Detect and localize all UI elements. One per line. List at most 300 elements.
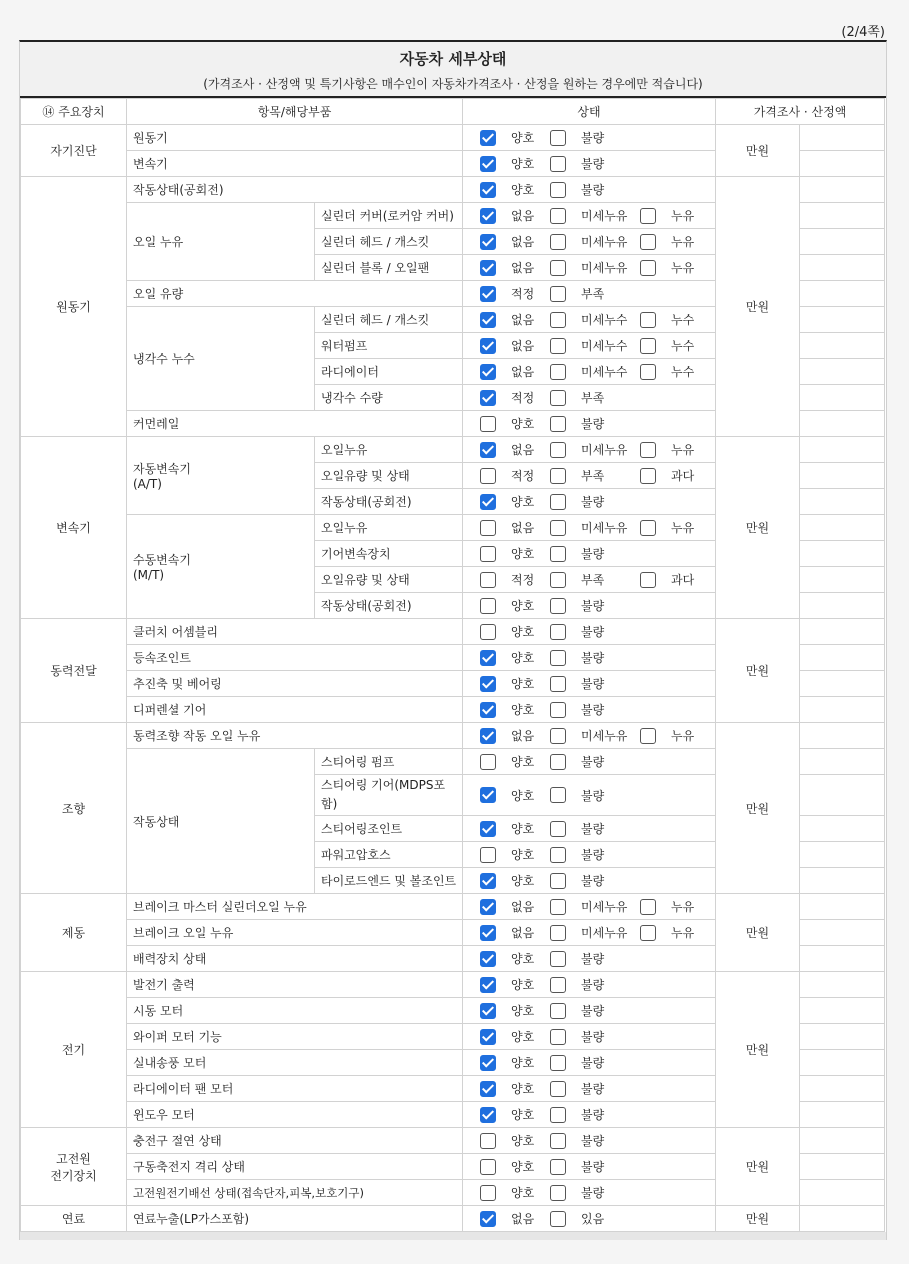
checked-checkbox-icon[interactable]: [480, 728, 496, 744]
checked-checkbox-icon[interactable]: [480, 1107, 496, 1123]
status-option[interactable]: [550, 233, 640, 250]
status-option[interactable]: [550, 467, 640, 484]
price-note-cell[interactable]: [800, 723, 885, 749]
checked-checkbox-icon[interactable]: [480, 182, 496, 198]
checkbox-icon[interactable]: [550, 442, 566, 458]
price-note-cell[interactable]: [800, 125, 885, 151]
option-label: 미세누유: [581, 521, 628, 535]
col-header-price: 가격조사 · 산정액: [716, 99, 885, 125]
sub-item-cell: 오일유량 및 상태: [315, 463, 463, 489]
checkbox-icon[interactable]: [550, 468, 566, 484]
status-option[interactable]: [480, 1132, 550, 1149]
status-option[interactable]: [550, 1002, 620, 1019]
status-option[interactable]: [550, 337, 640, 354]
status-option[interactable]: [480, 727, 550, 744]
status-option[interactable]: [480, 337, 550, 354]
checked-checkbox-icon[interactable]: [480, 234, 496, 250]
checked-checkbox-icon[interactable]: [480, 442, 496, 458]
status-option[interactable]: [550, 597, 620, 614]
checked-checkbox-icon[interactable]: [480, 208, 496, 224]
price-note-cell[interactable]: [800, 946, 885, 972]
checkbox-icon[interactable]: [480, 598, 496, 614]
checkbox-icon[interactable]: [550, 754, 566, 770]
checkbox-icon[interactable]: [550, 728, 566, 744]
checkbox-icon[interactable]: [550, 182, 566, 198]
price-note-cell[interactable]: [800, 567, 885, 593]
status-option[interactable]: [550, 1080, 620, 1097]
status-option[interactable]: [480, 753, 550, 770]
price-note-cell[interactable]: [800, 645, 885, 671]
status-option[interactable]: [550, 207, 640, 224]
status-option[interactable]: [480, 675, 550, 692]
status-option[interactable]: [550, 701, 620, 718]
status-options: [463, 207, 715, 224]
checkbox-icon[interactable]: [640, 208, 656, 224]
option-label: 불량: [581, 978, 605, 992]
checkbox-icon[interactable]: [550, 572, 566, 588]
checkbox-icon[interactable]: [480, 468, 496, 484]
price-note-cell[interactable]: [800, 1206, 885, 1232]
price-note-cell[interactable]: [800, 177, 885, 203]
price-note-cell[interactable]: [800, 437, 885, 463]
price-note-cell[interactable]: [800, 255, 885, 281]
checkbox-icon[interactable]: [480, 416, 496, 432]
checkbox-icon[interactable]: [550, 312, 566, 328]
status-option[interactable]: [550, 675, 620, 692]
checked-checkbox-icon[interactable]: [480, 1003, 496, 1019]
checkbox-icon[interactable]: [550, 702, 566, 718]
checkbox-icon[interactable]: [640, 442, 656, 458]
status-option[interactable]: [480, 389, 550, 406]
checkbox-icon[interactable]: [550, 338, 566, 354]
status-option[interactable]: [480, 1028, 550, 1045]
checkbox-icon[interactable]: [550, 787, 566, 803]
status-options: [463, 155, 715, 172]
checkbox-icon[interactable]: [550, 873, 566, 889]
status-option[interactable]: [480, 129, 550, 146]
status-option[interactable]: [640, 363, 710, 380]
checked-checkbox-icon[interactable]: [480, 260, 496, 276]
item-cell: 구동축전지 격리 상태: [127, 1154, 463, 1180]
checkbox-icon[interactable]: [640, 899, 656, 915]
status-option[interactable]: [640, 519, 710, 536]
status-option[interactable]: [640, 311, 710, 328]
option-label: 불량: [581, 495, 605, 509]
status-option[interactable]: [550, 259, 640, 276]
status-options: [463, 846, 715, 863]
status-option[interactable]: [480, 441, 550, 458]
checkbox-icon[interactable]: [550, 390, 566, 406]
status-option[interactable]: [480, 363, 550, 380]
status-option[interactable]: [480, 1158, 550, 1175]
price-note-cell[interactable]: [800, 489, 885, 515]
status-options: [463, 129, 715, 146]
checked-checkbox-icon[interactable]: [480, 925, 496, 941]
status-option[interactable]: [480, 1106, 550, 1123]
status-option[interactable]: [480, 787, 550, 804]
sub-item-cell: 작동상태(공회전): [315, 489, 463, 515]
group-cell: 전기: [21, 972, 127, 1128]
option-label: 양호: [511, 157, 535, 171]
status-option[interactable]: [550, 1132, 620, 1149]
status-option[interactable]: [640, 727, 710, 744]
checkbox-icon[interactable]: [550, 520, 566, 536]
price-note-cell[interactable]: [800, 281, 885, 307]
checkbox-icon[interactable]: [480, 520, 496, 536]
option-label: 양호: [511, 131, 535, 145]
group-cell: 제동: [21, 894, 127, 972]
item-cell: 오일 누유: [127, 203, 315, 281]
price-note-cell[interactable]: [800, 894, 885, 920]
option-label: 양호: [511, 755, 535, 769]
status-option[interactable]: [550, 389, 620, 406]
status-option[interactable]: [480, 1080, 550, 1097]
status-option[interactable]: [480, 519, 550, 536]
checked-checkbox-icon[interactable]: [480, 873, 496, 889]
status-option[interactable]: [550, 181, 620, 198]
status-option[interactable]: [480, 545, 550, 562]
checkbox-icon[interactable]: [550, 1133, 566, 1149]
status-option[interactable]: [550, 441, 640, 458]
checkbox-icon[interactable]: [550, 208, 566, 224]
checkbox-icon[interactable]: [640, 234, 656, 250]
checkbox-icon[interactable]: [480, 754, 496, 770]
checkbox-icon[interactable]: [480, 624, 496, 640]
checkbox-icon[interactable]: [550, 951, 566, 967]
option-label: 미세누유: [581, 926, 628, 940]
status-option[interactable]: [480, 623, 550, 640]
price-note-cell[interactable]: [800, 463, 885, 489]
checkbox-icon[interactable]: [550, 1185, 566, 1201]
checkbox-icon[interactable]: [550, 1029, 566, 1045]
status-option[interactable]: [550, 1184, 620, 1201]
status-option[interactable]: [640, 337, 710, 354]
checkbox-icon[interactable]: [550, 364, 566, 380]
status-option[interactable]: [550, 1210, 620, 1227]
status-options: [463, 181, 715, 198]
status-option[interactable]: [550, 415, 620, 432]
item-cell: 브레이크 마스터 실린더오일 누유: [127, 894, 463, 920]
status-option[interactable]: [550, 787, 620, 804]
status-option[interactable]: [550, 519, 640, 536]
status-cell: [463, 177, 716, 203]
status-cell: [463, 775, 716, 816]
option-label: 불량: [581, 755, 605, 769]
status-options: [463, 311, 715, 328]
checkbox-icon[interactable]: [550, 624, 566, 640]
checkbox-icon[interactable]: [550, 1003, 566, 1019]
status-option[interactable]: [480, 415, 550, 432]
item-cell: 충전구 절연 상태: [127, 1128, 463, 1154]
option-label: 양호: [511, 788, 535, 803]
sub-item-cell: 타이로드엔드 및 볼조인트: [315, 868, 463, 894]
checkbox-icon[interactable]: [480, 1133, 496, 1149]
price-note-cell[interactable]: [800, 1154, 885, 1180]
option-label: 불량: [581, 1056, 605, 1070]
status-option[interactable]: [480, 207, 550, 224]
status-option[interactable]: [480, 571, 550, 588]
checked-checkbox-icon[interactable]: [480, 1081, 496, 1097]
checkbox-icon[interactable]: [550, 1211, 566, 1227]
status-option[interactable]: [480, 259, 550, 276]
checkbox-icon[interactable]: [550, 977, 566, 993]
status-option[interactable]: [480, 950, 550, 967]
checked-checkbox-icon[interactable]: [480, 951, 496, 967]
status-option[interactable]: [550, 898, 640, 915]
status-option[interactable]: [550, 649, 620, 666]
option-label: 양호: [511, 952, 535, 966]
price-note-cell[interactable]: [800, 775, 885, 816]
checked-checkbox-icon[interactable]: [480, 390, 496, 406]
option-label: 불량: [581, 788, 605, 803]
status-option[interactable]: [640, 233, 710, 250]
status-cell: [463, 671, 716, 697]
checkbox-icon[interactable]: [640, 925, 656, 941]
table-row: [21, 619, 885, 645]
checkbox-icon[interactable]: [550, 416, 566, 432]
checkbox-icon[interactable]: [550, 1081, 566, 1097]
status-option[interactable]: [640, 467, 710, 484]
price-note-cell[interactable]: [800, 1102, 885, 1128]
status-option[interactable]: [640, 924, 710, 941]
group-cell: 변속기: [21, 437, 127, 619]
status-option[interactable]: [480, 285, 550, 302]
price-note-cell[interactable]: [800, 619, 885, 645]
status-cell: [463, 567, 716, 593]
price-note-cell[interactable]: [800, 541, 885, 567]
checkbox-icon[interactable]: [550, 546, 566, 562]
status-option[interactable]: [550, 1106, 620, 1123]
status-option[interactable]: [550, 976, 620, 993]
option-label: 적정: [511, 573, 535, 587]
checked-checkbox-icon[interactable]: [480, 312, 496, 328]
checked-checkbox-icon[interactable]: [480, 494, 496, 510]
status-option[interactable]: [550, 285, 620, 302]
status-cell: [463, 842, 716, 868]
checked-checkbox-icon[interactable]: [480, 1211, 496, 1227]
price-note-cell[interactable]: [800, 998, 885, 1024]
status-option[interactable]: [550, 545, 620, 562]
sub-item-cell: 실린더 커버(로커암 커버): [315, 203, 463, 229]
form-header: [20, 42, 886, 98]
status-cell: [463, 385, 716, 411]
option-label: 없음: [511, 521, 535, 535]
checkbox-icon[interactable]: [550, 899, 566, 915]
option-label: 부족: [581, 391, 605, 405]
status-option[interactable]: [550, 129, 620, 146]
price-note-cell[interactable]: [800, 333, 885, 359]
group-cell: 연료: [21, 1206, 127, 1232]
status-option[interactable]: [480, 467, 550, 484]
checkbox-icon[interactable]: [550, 847, 566, 863]
status-option[interactable]: [640, 259, 710, 276]
checkbox-icon[interactable]: [640, 338, 656, 354]
checkbox-icon[interactable]: [480, 546, 496, 562]
status-option[interactable]: [550, 753, 620, 770]
checkbox-icon[interactable]: [480, 847, 496, 863]
price-note-cell[interactable]: [800, 515, 885, 541]
status-option[interactable]: [550, 727, 640, 744]
checkbox-icon[interactable]: [550, 234, 566, 250]
price-unit-cell: 만원: [716, 1206, 800, 1232]
price-note-cell[interactable]: [800, 385, 885, 411]
checked-checkbox-icon[interactable]: [480, 702, 496, 718]
table-row: [21, 1206, 885, 1232]
status-option[interactable]: [550, 846, 620, 863]
price-note-cell[interactable]: [800, 697, 885, 723]
checked-checkbox-icon[interactable]: [480, 977, 496, 993]
status-option[interactable]: [550, 155, 620, 172]
checkbox-icon[interactable]: [480, 1185, 496, 1201]
checkbox-icon[interactable]: [640, 364, 656, 380]
checkbox-icon[interactable]: [550, 260, 566, 276]
status-options: [463, 389, 715, 406]
price-note-cell[interactable]: [800, 229, 885, 255]
option-label: 부족: [581, 287, 605, 301]
price-note-cell[interactable]: [800, 842, 885, 868]
status-option[interactable]: [550, 363, 640, 380]
price-note-cell[interactable]: [800, 203, 885, 229]
status-option[interactable]: [480, 924, 550, 941]
price-unit-cell: 만원: [716, 1128, 800, 1206]
status-options: [463, 924, 715, 941]
status-option[interactable]: [480, 493, 550, 510]
checked-checkbox-icon[interactable]: [480, 1055, 496, 1071]
checked-checkbox-icon[interactable]: [480, 338, 496, 354]
price-note-cell[interactable]: [800, 816, 885, 842]
status-option[interactable]: [550, 493, 620, 510]
checkbox-icon[interactable]: [640, 260, 656, 276]
status-option[interactable]: [550, 872, 620, 889]
checkbox-icon[interactable]: [640, 520, 656, 536]
checkbox-icon[interactable]: [640, 312, 656, 328]
status-cell: [463, 255, 716, 281]
status-options: [463, 872, 715, 889]
price-note-cell[interactable]: [800, 1180, 885, 1206]
checkbox-icon[interactable]: [640, 728, 656, 744]
checked-checkbox-icon[interactable]: [480, 899, 496, 915]
item-cell: 수동변속기 (M/T): [127, 515, 315, 619]
checkbox-icon[interactable]: [550, 130, 566, 146]
status-option[interactable]: [550, 571, 640, 588]
price-note-cell[interactable]: [800, 972, 885, 998]
checkbox-icon[interactable]: [550, 1159, 566, 1175]
status-options: [463, 259, 715, 276]
status-option[interactable]: [480, 597, 550, 614]
price-note-cell[interactable]: [800, 359, 885, 385]
status-option[interactable]: [480, 649, 550, 666]
checked-checkbox-icon[interactable]: [480, 676, 496, 692]
status-option[interactable]: [480, 1210, 550, 1227]
price-note-cell[interactable]: [800, 1128, 885, 1154]
status-option[interactable]: [550, 924, 640, 941]
checkbox-icon[interactable]: [480, 572, 496, 588]
checkbox-icon[interactable]: [550, 286, 566, 302]
status-option[interactable]: [640, 441, 710, 458]
status-cell: [463, 307, 716, 333]
status-option[interactable]: [480, 1184, 550, 1201]
checkbox-icon[interactable]: [550, 598, 566, 614]
price-note-cell[interactable]: [800, 1050, 885, 1076]
status-option[interactable]: [550, 1054, 620, 1071]
price-note-cell[interactable]: [800, 749, 885, 775]
table-row: [21, 972, 885, 998]
checked-checkbox-icon[interactable]: [480, 286, 496, 302]
status-option[interactable]: [640, 898, 710, 915]
status-option[interactable]: [480, 872, 550, 889]
checkbox-icon[interactable]: [550, 1055, 566, 1071]
price-note-cell[interactable]: [800, 868, 885, 894]
item-cell: 고전원전기배선 상태(접속단자,피복,보호기구): [127, 1180, 463, 1206]
status-option[interactable]: [480, 233, 550, 250]
checked-checkbox-icon[interactable]: [480, 821, 496, 837]
status-option[interactable]: [480, 155, 550, 172]
status-options: [463, 597, 715, 614]
status-option[interactable]: [480, 181, 550, 198]
status-option[interactable]: [480, 846, 550, 863]
checkbox-icon[interactable]: [550, 650, 566, 666]
checkbox-icon[interactable]: [550, 1107, 566, 1123]
status-option[interactable]: [550, 950, 620, 967]
status-option[interactable]: [480, 311, 550, 328]
status-option[interactable]: [640, 571, 710, 588]
price-note-cell[interactable]: [800, 411, 885, 437]
status-option[interactable]: [550, 623, 620, 640]
status-option[interactable]: [550, 1158, 620, 1175]
sub-item-cell: 실린더 블록 / 오일팬: [315, 255, 463, 281]
checkbox-icon[interactable]: [480, 1159, 496, 1175]
status-options: [463, 1158, 715, 1175]
checked-checkbox-icon[interactable]: [480, 156, 496, 172]
price-unit-cell: 만원: [716, 125, 800, 177]
checkbox-icon[interactable]: [550, 925, 566, 941]
price-note-cell[interactable]: [800, 920, 885, 946]
status-option[interactable]: [480, 1054, 550, 1071]
status-option[interactable]: [480, 976, 550, 993]
checked-checkbox-icon[interactable]: [480, 1029, 496, 1045]
price-note-cell[interactable]: [800, 151, 885, 177]
status-option[interactable]: [640, 207, 710, 224]
status-option[interactable]: [550, 311, 640, 328]
status-option[interactable]: [550, 820, 620, 837]
price-note-cell[interactable]: [800, 1076, 885, 1102]
checked-checkbox-icon[interactable]: [480, 787, 496, 803]
status-option[interactable]: [480, 701, 550, 718]
checkbox-icon[interactable]: [550, 821, 566, 837]
checked-checkbox-icon[interactable]: [480, 364, 496, 380]
checkbox-icon[interactable]: [550, 156, 566, 172]
status-option[interactable]: [550, 1028, 620, 1045]
checkbox-icon[interactable]: [550, 676, 566, 692]
item-cell: 연료누출(LP가스포함): [127, 1206, 463, 1232]
price-note-cell[interactable]: [800, 1024, 885, 1050]
status-option[interactable]: [480, 820, 550, 837]
checked-checkbox-icon[interactable]: [480, 130, 496, 146]
checkbox-icon[interactable]: [640, 468, 656, 484]
checkbox-icon[interactable]: [640, 572, 656, 588]
option-label: 양호: [511, 1082, 535, 1096]
item-cell: 윈도우 모터: [127, 1102, 463, 1128]
option-label: 미세누유: [581, 235, 628, 249]
status-option[interactable]: [480, 898, 550, 915]
sub-item-cell: 라디에이터: [315, 359, 463, 385]
price-note-cell[interactable]: [800, 307, 885, 333]
price-note-cell[interactable]: [800, 671, 885, 697]
status-option[interactable]: [480, 1002, 550, 1019]
checkbox-icon[interactable]: [550, 494, 566, 510]
checked-checkbox-icon[interactable]: [480, 650, 496, 666]
price-note-cell[interactable]: [800, 593, 885, 619]
